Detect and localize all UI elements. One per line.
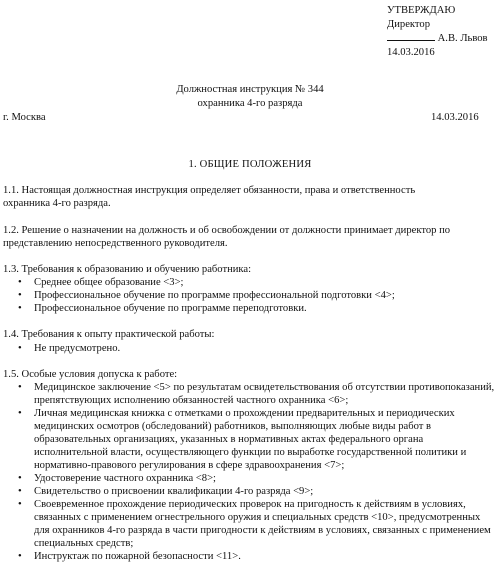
- title-line-1: Должностная инструкция № 344: [176, 84, 324, 95]
- list-item-text: Удостоверение частного охранника <8>;: [34, 473, 217, 484]
- paragraph-1-2-line-b: представлению непосредственного руководителя.: [3, 238, 228, 249]
- approval-date: 14.03.2016: [387, 46, 435, 58]
- bullet-icon: •: [18, 277, 22, 288]
- title-line-2: охранника 4-го разряда: [197, 97, 303, 109]
- bullet-icon: •: [18, 499, 22, 510]
- bullet-icon: •: [18, 303, 22, 314]
- paragraph-1-1: [3, 184, 495, 210]
- list-item: [18, 302, 496, 315]
- bullet-icon: •: [18, 473, 22, 484]
- approval-word: УТВЕРЖДАЮ: [387, 5, 456, 16]
- list-item: [18, 498, 496, 550]
- list-item: [18, 381, 496, 407]
- list-item-text: Личная медицинская книжка с отметками о прохождении предварительных и периодических медицинских осмотров (обследований) работников, выполняющих любые виды работ в образовательных организациях, указанных в нормативных актах федерального органа исполнительной власти, осуществляющего функции по выработке государственной политики и нормативно-правового регулирования в сфере здравоохранения <7>;: [34, 408, 467, 471]
- list-item-text: Не предусмотрено.: [34, 343, 121, 354]
- document-date: 14.03.2016: [431, 112, 479, 123]
- paragraph-1-2: [3, 224, 495, 250]
- list-item-text: Медицинское заключение <5> по результатам освидетельствования об отсутствии противопоказаний, препятствующих исполнению обязанностей частного охранника <6>;: [34, 382, 495, 406]
- list-item: [18, 550, 496, 563]
- document-place: г. Москва: [3, 112, 46, 123]
- list-1-3: [18, 276, 496, 315]
- bullet-icon: •: [18, 382, 22, 393]
- list-item: [18, 342, 496, 355]
- paragraph-1-3: 1.3. Требования к образованию и обучению работника:: [3, 264, 252, 275]
- approval-position: Директор: [387, 18, 430, 30]
- section-heading: 1. ОБЩИЕ ПОЛОЖЕНИЯ: [188, 159, 312, 170]
- approval-signer: А.В. Львов: [437, 33, 488, 44]
- approval-block: [387, 4, 488, 59]
- bullet-icon: •: [18, 486, 22, 497]
- list-item: [18, 485, 496, 498]
- list-1-5: [18, 381, 496, 563]
- list-item-text: Свидетельство о присвоении квалификации 4-го разряда <9>;: [34, 486, 314, 497]
- bullet-icon: •: [18, 551, 22, 562]
- bullet-icon: •: [18, 290, 22, 301]
- paragraph-1-5: 1.5. Особые условия допуска к работе:: [3, 369, 178, 380]
- list-item: [18, 472, 496, 485]
- list-item-text: Своевременное прохождение периодических проверок на пригодность к действиям в условиях, связанных с применением огнестрельного оружия и специальных средств <10>, предусмотренных для охранников 4-го разряда в части пригодности к действиям в условиях, связанных с применением специальных средств;: [34, 499, 491, 549]
- document-title: [0, 83, 500, 110]
- list-item-text: Профессиональное обучение по программе переподготовки.: [34, 303, 307, 314]
- paragraph-1-1-line-a: 1.1. Настоящая должностная инструкция определяет обязанности, права и ответственность: [3, 185, 416, 196]
- list-item: [18, 289, 496, 302]
- list-item: [18, 276, 496, 289]
- paragraph-1-1-line-b: охранника 4-го разряда.: [3, 198, 111, 209]
- bullet-icon: •: [18, 343, 22, 354]
- list-item: [18, 407, 496, 472]
- list-item-text: Профессиональное обучение по программе профессиональной подготовки <4>;: [34, 290, 395, 301]
- bullet-icon: •: [18, 408, 22, 419]
- signature-line: [387, 31, 435, 41]
- list-item-text: Инструктаж по пожарной безопасности <11>.: [34, 551, 241, 562]
- paragraph-1-2-line-a: 1.2. Решение о назначении на должность и об освобождении от должности принимает директор по: [3, 225, 451, 236]
- paragraph-1-4: 1.4. Требования к опыту практической работы:: [3, 329, 215, 340]
- list-1-4: [18, 342, 496, 355]
- list-item-text: Среднее общее образование <3>;: [34, 277, 184, 288]
- approval-signature: [387, 31, 488, 46]
